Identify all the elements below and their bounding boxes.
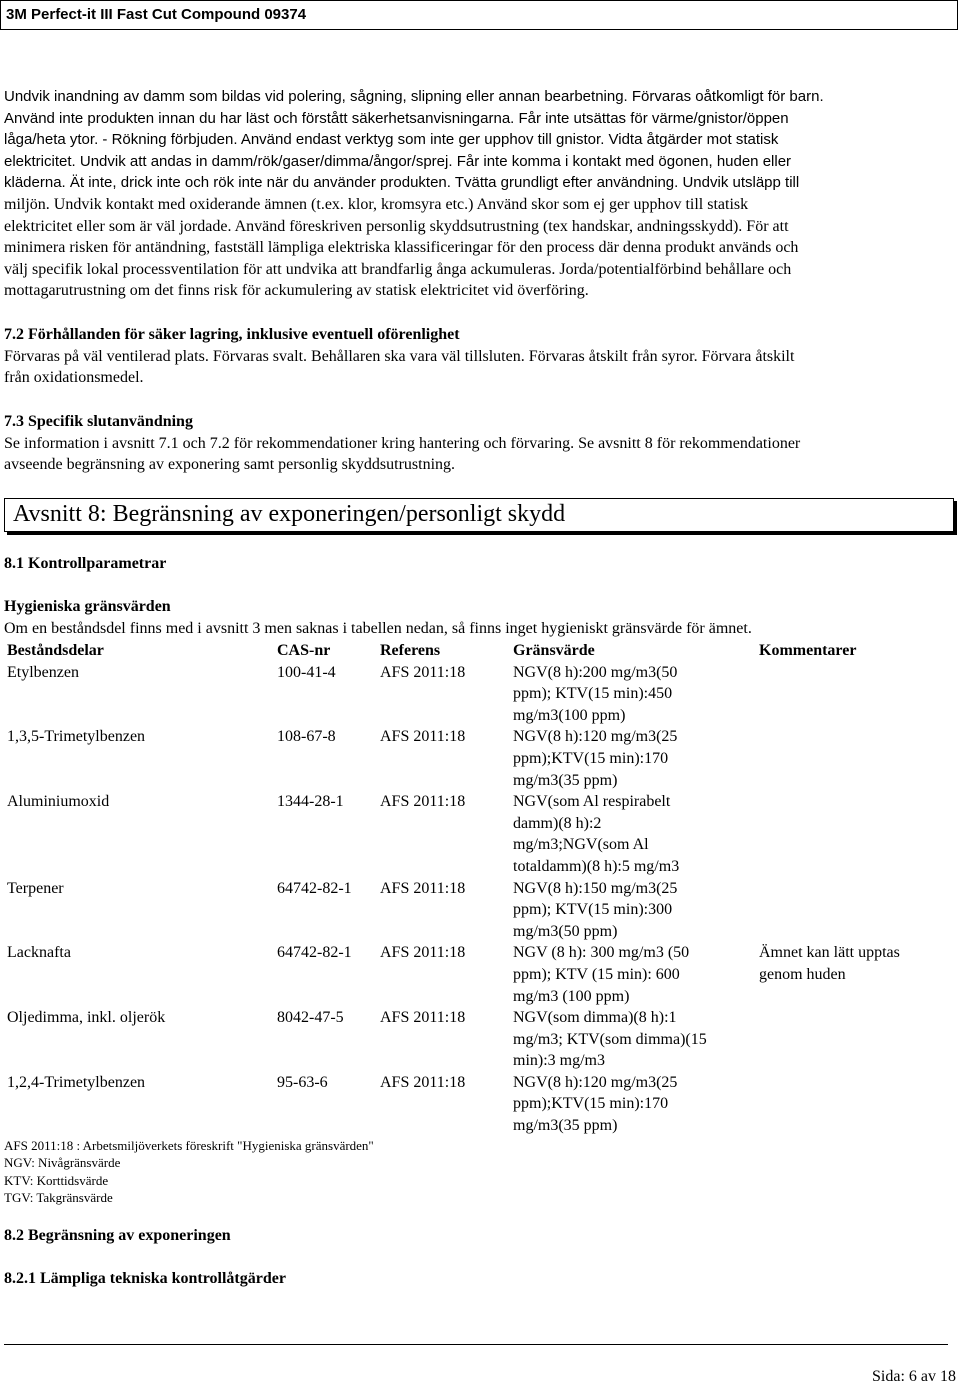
reference: AFS 2011:18: [380, 879, 466, 897]
limit-line: NGV(8 h):200 mg/m3(50: [513, 663, 678, 681]
section-8-2-1-heading: 8.2.1 Lämpliga tekniska kontrollåtgärder: [4, 1270, 286, 1287]
limit-line: ppm); KTV(15 min):300: [513, 901, 673, 919]
footnote: NGV: Nivågränsvärde: [4, 1155, 121, 1171]
limit-line: NGV(8 h):120 mg/m3(25: [513, 1073, 678, 1091]
reference: AFS 2011:18: [380, 793, 466, 811]
table-header-cell: Kommentarer: [759, 642, 857, 659]
intro-line: mottagarutrustning om det finns risk för ackumulering av statisk elektricitet vid överföring.: [4, 282, 589, 300]
cas-number: 64742-82-1: [277, 879, 352, 897]
intro-line: miljön. Undvik kontakt med oxiderande ämnen (t.ex. klor, kromsyra etc.) Använd skor som ej ger upphov till statisk: [4, 195, 749, 213]
comment: [759, 942, 959, 1007]
hygiene-limits-intro: Om en beståndsdel finns med i avsnitt 3 men saknas i tabellen nedan, så finns inget hygieniskt gränsvärde för ämnet.: [4, 619, 752, 637]
reference: AFS 2011:18: [380, 663, 466, 681]
hygiene-limits-table: [4, 640, 959, 1137]
limit-line: ppm);KTV(15 min):170: [513, 1095, 669, 1113]
table-header-cell: Gränsvärde: [513, 642, 595, 659]
table-row: [4, 726, 959, 791]
document-title: 3M Perfect-it III Fast Cut Compound 09374: [6, 6, 307, 23]
substance-name: Lacknafta: [7, 944, 71, 962]
cas-number: 8042-47-5: [277, 1009, 344, 1027]
section-7-3-line: avseende begränsning av exponering samt personlig skyddsutrustning.: [4, 456, 456, 474]
comment: [759, 726, 959, 791]
substance-name: Aluminiumoxid: [7, 793, 110, 811]
limit-value: [513, 1007, 759, 1072]
section-7-3-heading: 7.3 Specifik slutanvändning: [4, 413, 193, 430]
limit-line: ppm);KTV(15 min):170: [513, 749, 669, 767]
limit-value: [513, 726, 759, 791]
comment: [759, 791, 959, 877]
intro-paragraph: [4, 86, 954, 302]
reference: AFS 2011:18: [380, 1009, 466, 1027]
intro-line: Undvik inandning av damm som bildas vid polering, sågning, slipning eller annan bearbetning. Förvaras oåtkomligt för barn.: [4, 88, 824, 105]
limit-value: [513, 878, 759, 943]
section-8-title: Avsnitt 8: Begränsning av exponeringen/personligt skydd: [13, 501, 566, 527]
comment: [759, 662, 959, 727]
table-row: [4, 1007, 959, 1072]
footnote: TGV: Takgränsvärde: [4, 1190, 113, 1206]
limit-value: [513, 942, 759, 1007]
comment: [759, 1007, 959, 1072]
limit-line: mg/m3; KTV(som dimma)(15: [513, 1030, 707, 1048]
limit-line: mg/m3(35 ppm): [513, 1117, 618, 1135]
intro-line: Använd inte produkten innan du har läst och förstått säkerhetsanvisningarna. Får inte utsättas för värme/gnistor/öppen: [4, 109, 789, 127]
table-header-cell: CAS-nr: [277, 642, 331, 659]
limit-line: NGV(8 h):150 mg/m3(25: [513, 879, 678, 897]
substance-name: Etylbenzen: [7, 663, 79, 681]
limit-line: min):3 mg/m3: [513, 1052, 605, 1070]
comment-line: Ämnet kan lätt upptas: [759, 944, 900, 962]
cas-number: 95-63-6: [277, 1073, 328, 1091]
footnote: KTV: Korttidsvärde: [4, 1172, 109, 1188]
limit-value: [513, 1072, 759, 1137]
intro-line: minimera risken för antändning, fastställ lämpliga elektriska klassificeringar för den process där denna produkt används och: [4, 239, 799, 257]
substance-name: Oljedimma, inkl. oljerök: [7, 1009, 166, 1027]
intro-line: elektricitet. Undvik att andas in damm/rök/gaser/dimma/ångor/sprej. Får inte komma i kontakt med ögonen, huden eller: [4, 152, 792, 170]
section-7-2-heading: 7.2 Förhållanden för säker lagring, inklusive eventuell oförenlighet: [4, 326, 460, 343]
intro-line: elektricitet eller som är väl jordade. Använd föreskriven personlig skyddsutrustning (tex handskar, andningsskydd). För att: [4, 217, 789, 235]
table-row: [4, 791, 959, 877]
limit-line: NGV(8 h):120 mg/m3(25: [513, 728, 678, 746]
limit-line: ppm); KTV(15 min):450: [513, 685, 673, 703]
section-7-3-line: Se information i avsnitt 7.1 och 7.2 för rekommendationer kring hantering och förvaring. Se avsnitt 8 för rekommendationer: [4, 434, 801, 452]
table-row: [4, 1072, 959, 1137]
section-8-2-heading: 8.2 Begränsning av exponeringen: [4, 1227, 231, 1244]
substance-name: 1,3,5-Trimetylbenzen: [7, 728, 146, 746]
limit-line: mg/m3(35 ppm): [513, 771, 618, 789]
limit-line: ppm); KTV (15 min): 600: [513, 965, 680, 983]
reference: AFS 2011:18: [380, 728, 466, 746]
table-row: [4, 878, 959, 943]
table-row: [4, 662, 959, 727]
cas-number: 64742-82-1: [277, 944, 352, 962]
table-header-cell: Referens: [380, 642, 441, 659]
reference: AFS 2011:18: [380, 1073, 466, 1091]
table-row: [4, 942, 959, 1007]
cas-number: 1344-28-1: [277, 793, 344, 811]
limit-line: damm)(8 h):2: [513, 814, 602, 832]
hygiene-limits-heading: Hygieniska gränsvärden: [4, 598, 171, 616]
document-header: [0, 0, 958, 30]
comment: [759, 878, 959, 943]
cas-number: 108-67-8: [277, 728, 336, 746]
reference: AFS 2011:18: [380, 944, 466, 962]
section-8-1-heading: 8.1 Kontrollparametrar: [4, 555, 167, 572]
section-8-title-box: [4, 498, 954, 532]
section-7-2-line: från oxidationsmedel.: [4, 369, 144, 387]
limit-line: mg/m3;NGV(som Al: [513, 836, 649, 854]
page-number: Sida: 6 av 18: [872, 1368, 956, 1385]
table-header-cell: Beståndsdelar: [7, 642, 104, 659]
substance-name: Terpener: [7, 879, 64, 897]
limit-line: mg/m3(100 ppm): [513, 706, 626, 724]
comment: [759, 1072, 959, 1137]
intro-line: kläderna. Ät inte, drick inte och rök inte när du använder produkten. Tvätta grundligt efter användning. Undvik utsläpp till: [4, 174, 800, 192]
limit-line: totaldamm)(8 h):5 mg/m3: [513, 857, 680, 875]
limit-line: mg/m3 (100 ppm): [513, 987, 630, 1005]
footer-divider: [4, 1344, 948, 1345]
limit-line: NGV(som Al respirabelt: [513, 793, 671, 811]
comment-line: genom huden: [759, 965, 846, 983]
footnote: AFS 2011:18 : Arbetsmiljöverkets föreskrift "Hygieniska gränsvärden": [4, 1138, 374, 1153]
intro-line: välj specifik lokal processventilation för att undvika att brandfarlig ånga ackumuleras. Jorda/potentialförbind behållare och: [4, 260, 792, 278]
limit-value: [513, 662, 759, 727]
substance-name: 1,2,4-Trimetylbenzen: [7, 1073, 146, 1091]
table-header-row: [4, 640, 959, 662]
table-footnotes: [4, 1137, 374, 1207]
section-7-2-block: [4, 324, 954, 389]
section-7-2-line: Förvaras på väl ventilerad plats. Förvaras svalt. Behållaren ska vara väl tillsluten. Förvaras åtskilt från syror. Förvara åtskilt: [4, 347, 795, 365]
limit-line: NGV (8 h): 300 mg/m3 (50: [513, 944, 690, 962]
limit-line: NGV(som dimma)(8 h):1: [513, 1009, 677, 1027]
section-8-1-block: [4, 553, 954, 639]
limit-value: [513, 791, 759, 877]
section-7-3-block: [4, 411, 954, 476]
intro-line: låga/heta ytor. - Rökning förbjuden. Använd endast verktyg som inte ger upphov till gnistor. Vidta åtgärder mot statisk: [4, 131, 779, 149]
cas-number: 100-41-4: [277, 663, 336, 681]
limit-line: mg/m3(50 ppm): [513, 922, 618, 940]
